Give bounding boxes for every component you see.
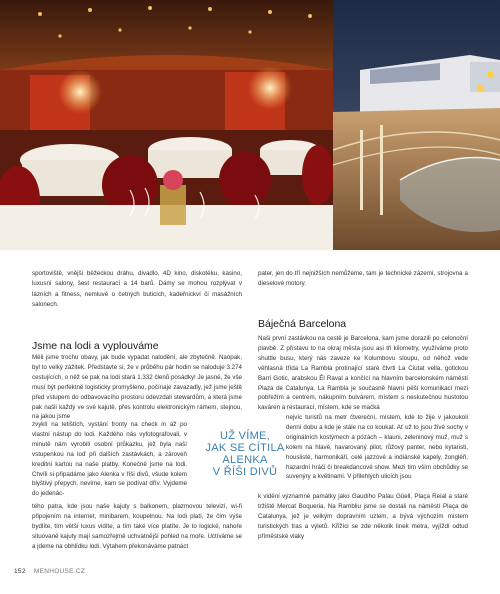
section-ship-lead: Měli jsme trochu obavy, jak bude vypadat nalodění, ale zbytečně. Naopak, byl to velký zážitek. Představte si, že v průběhu pár hodin se naloduje 3.274 cestujících, o něž se pak na lodi stará 1.332 členů posádky! Je jasné, že vše musí být perfektně logisticky promyšleno, počínaje zavazadly, jež jsme ještě před vstupem do odbavovacího prostoru odevzdali stewardům, a která jsme pak našli každý ve své kajutě, přes kontrolu elektronickým rámem, stejnou, na jakou jsme [32, 354, 242, 421]
page-footer [14, 568, 85, 575]
restaurant-and-deck-photo [0, 0, 500, 250]
pull-quote-line: JAK SE CÍTILA [205, 442, 285, 454]
intro-right-text: pater, jen do tří nejnižších nemůžeme, tam je technické zázemí, strojovna a dieselové motory. [258, 270, 468, 287]
section-ship-continued: tého patra, kde jsou naše kajuty s balkonem, plazmovou televizí, wi-fi připojením na internet, minibarem, koupelnou. Na lodi platí, že čím výše bydlíte, tím větší luxus vidíte, a tím také více platíte. Je to logické, nahoře situované kajuty mají samozřejmě uchvatnější pohled na moře. Uctíváme se a jdeme na obhlídku lodi. Výtahem překonáváme patnáct [32, 503, 242, 550]
intro-left-text [32, 269, 242, 310]
pull-quote-line: ALENKA [222, 454, 268, 466]
section-title-barcelona: Báječná Barcelona [258, 318, 347, 330]
pull-quote [190, 430, 300, 478]
section-title-ship: Jsme na lodi a vyplouváme [32, 340, 159, 352]
page-number: 152 [14, 568, 26, 575]
pull-quote-line: UŽ VÍME, [219, 430, 271, 442]
section-barcelona-body: Naši první zastávkou na cestě je Barcelona, kam jsme dorazili po celonoční plavbě. Z přístavu to na okraj města jsou asi tři kilometry, využíváme proto shuttle busu, který nás zaveze ke Kolumbovu sloupu, od něhož vede věhlasná třída La Rambla protínající staré čtvrti La Ciutat vella, gotickou Barri Gotic, arabskou Él Raval a končící na hlavním barcelonském náměstí Plaza de Catalunya. La Rambla je současně hlavní pěší komunikací mezi pobřežím a centrem, nákupním bulvárem, místem s neskutečnou hustotou kaváren a restaurací, místem, kde se mačká [258, 335, 468, 412]
intro-left-paragraph: sportoviště, vnější běžeckou dráhu, divadlo, 4D kino, diskotéku, kasino, luxusní salony, šest restaurací a 14 barů. Dámy se mohou rozplývat v lázních a fitness, nemluvě o četných buticích, kadeřnickví či masážních salonech. [32, 270, 242, 308]
section-barcelona-wrap: nejvíc turistů na metr čtvereční, místem, kde to žije v jakoukoli denní dobu a kde je stále na co koukat. Ať už to jsou živé sochy v originálních kostýmech a pózách – klauni, zeleninový muž, muž s kolem na hlavě, havarovaný pilot, růžový panter, nebo kytaristi, houslisté, harmonikáři, celé jazzové a indiánské kapely, žongléři, hazardní hráči či breakdancové show. Mezi tím vším obchůdky se suvenýry a květinami. V přilehlých ulicích jsou [286, 414, 468, 481]
pull-quote-line: V ŘÍŠI DIVŮ [212, 466, 278, 478]
section-ship-wrap: zvyklí na letištích, vystání fronty na check in až po vlastní nástup do lodi. Každého nás vyfotografovali, v minutě nám vyrobili osobní průkazku, jež byla naší vstupenkou na loď při dalších zastávkách, a zároveň kreditní kartou na naše platby. Konečně jsme na lodi. Chvíli si připadáme jako Alenka v říši divů, všude kolem blyštivý přepych, nevíme, kam se podívat dřív. Vyjdeme do jedenác- [32, 421, 187, 498]
header-photos [0, 0, 500, 250]
section-barcelona-continued: k vidění významné památky jako Gaudího Palau Güell, Plaça Reial a staré tržiště Mercat Boqueria. Na Rambliu jsme se dostali na náměstí Plaça de Catalunya, jež je velkým dopravním uzlem, a bývá výchozím místem turistických tras a výletů. Křižíci se zde několik linek metra, vyjíždí odtud příměstské vlaky [258, 493, 468, 540]
site-name: MENHOUSE.CZ [33, 568, 86, 575]
